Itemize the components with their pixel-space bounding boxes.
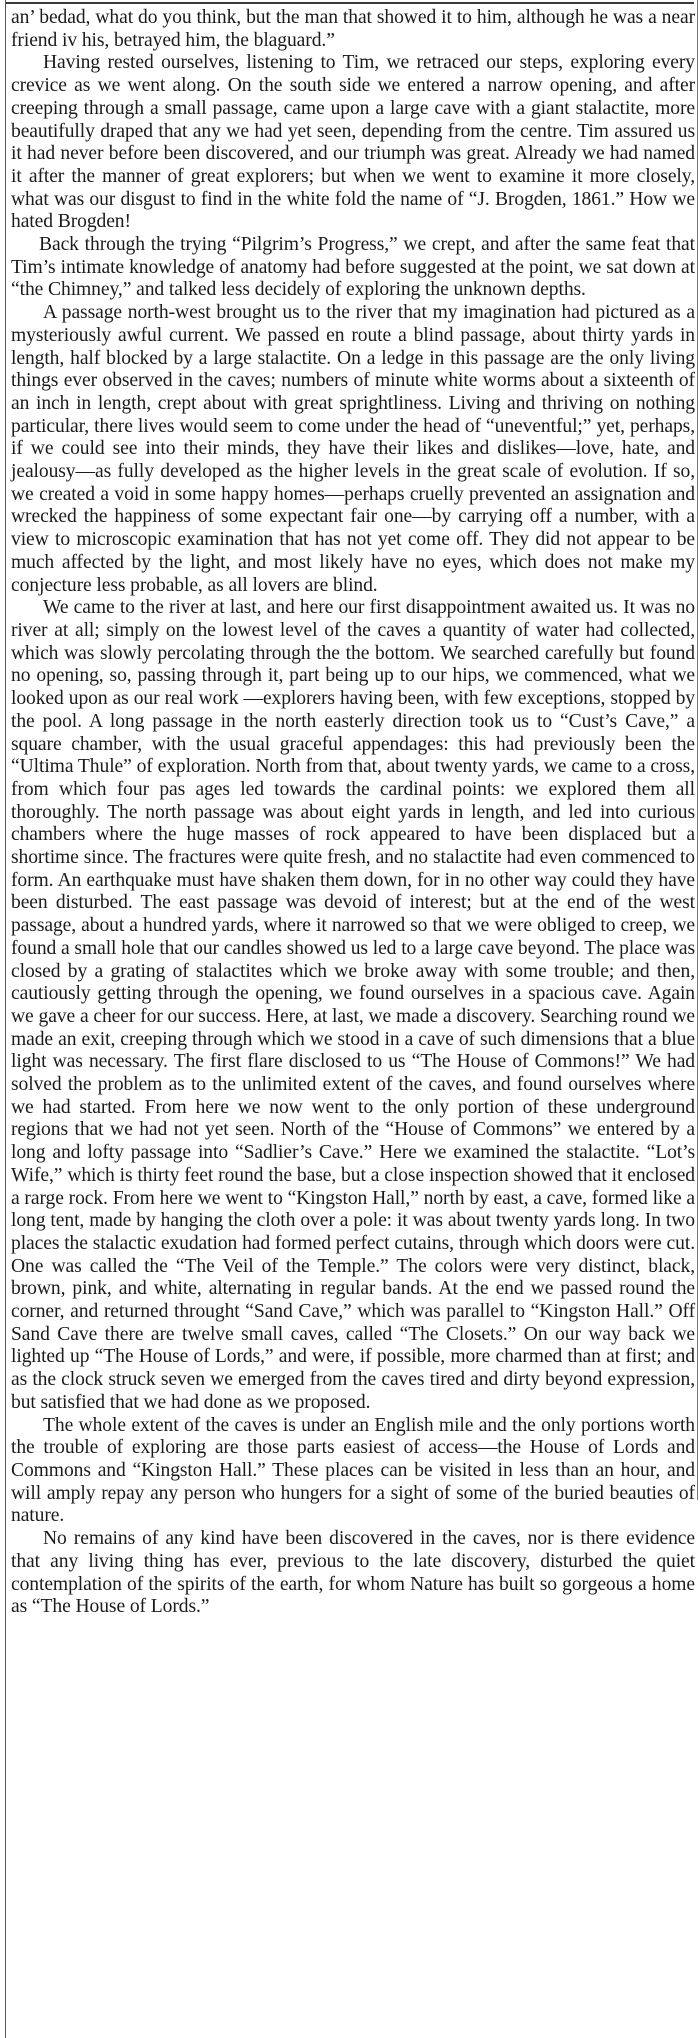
paragraph: No remains of any kind have been discovered in the caves, nor is there evidence that any living thing has ever, previous to the late discovery, disturbed the quiet contemplation of the spirits of the earth, for whom Nature has built so gorgeous a home as “The House of Lords.” [11, 1528, 695, 1618]
right-column-rule [697, 0, 698, 1500]
top-column-rule [6, 2, 694, 4]
paragraph: We came to the river at last, and here our first disappointment awaited us. It was no river at all; simply on the lowest level of the caves a quantity of water had collected, which was slowly percolating through the the bottom. We searched carefully but found no opening, so, passing through it, part being up to our hips, we commenced, what we looked upon as our real work —explorers having been, with few exceptions, stopped by the pool. A long passage in the north easterly direction took us to “Cust’s Cave,” a square chamber, with the usual graceful appendages: this had previously been the “Ultima Thule” of exploration. North from that, about twenty yards, we came to a cross, from which four pas ages led towards the cardinal points: we explored them all thoroughly. The north passage was about eight yards in length, and led into curious chambers where the huge masses of rock appeared to have been displaced but a shortime since. The fractures were quite fresh, and no stalactite had even commenced to form. An earthquake must have shaken them down, for in no other way could they have been disturbed. The east passage was devoid of interest; but at the end of the west passage, about a hundred yards, where it narrowed so that we were obliged to creep, we found a small hole that our candles showed us led to a large cave beyond. The place was closed by a grating of stalactites which we broke away with some trouble; and then, cautiously getting through the opening, we found ourselves in a spacious cave. Again we gave a cheer for our success. Here, at last, we made a discovery. Searching round we made an exit, creeping through which we stood in a cave of such dimensions that a blue light was necessary. The first flare disclosed to us “The House of Commons!” We had solved the problem as to the unlimited extent of the caves, and found ourselves where we had started. From here we now went to the only portion of these underground regions that we had not yet seen. North of the “House of Commons” we entered by a long and lofty passage into “Sadlier’s Cave.” Here we examined the stalactite. “Lot’s Wife,” which is thirty feet round the base, but a close inspection showed that it enclosed a rarge rock. From here we went to “Kingston Hall,” north by east, a cave, formed like a long tent, made by hanging the cloth over a pole: it was about twenty yards long. In two places the stalactic exudation had formed perfect cutains, through which doors were cut. One was called the “The Veil of the Temple.” The colors were very distinct, black, brown, pink, and white, alternating in regular bands. At the end we passed round the corner, and returned throught “Sand Cave,” which was parallel to “Kingston Hall.” Off Sand Cave there are twelve small caves, called “The Closets.” On our way back we lighted up “The House of Lords,” and were, if possible, more charmed than at first; and as the clock struck seven we emerged from the caves tired and dirty beyond expression, but satisfied that we had done as we proposed. [11, 597, 695, 1413]
paragraph: Having rested ourselves, listening to Tim, we retraced our steps, exploring every crevice as we went along. On the south side we entered a narrow opening, and after creeping through a small passage, came upon a large cave with a giant stalactite, more beautifully draped that any we had yet seen, depending from the centre. Tim assured us it had never before been discovered, and our triumph was great. Already we had named it after the manner of great explorers; but when we went to examine it more closely, what was our disgust to find in the white fold the name of “J. Brogden, 1861.” How we hated Brogden! [11, 52, 695, 233]
paragraph: A passage north-west brought us to the river that my imagination had pictured as a mysteriously awful current. We passed en route a blind passage, about thirty yards in length, half blocked by a large stalactite. On a ledge in this passage are the only living things ever observed in the caves; numbers of minute white worms about a sixteenth of an inch in length, crept about with great sprightliness. Living and thriving on nothing particular, there lives would seem to come under the head of “uneventful;” yet, perhaps, if we could see into their minds, they have their likes and dislikes—love, hate, and jealousy—as fully developed as the higher levels in the great scale of evolution. If so, we created a void in some happy homes—perhaps cruelly prevented an assignation and wrecked the happiness of some expectant fair one—by carrying off a number, with a view to microscopic examination that has not yet come off. They did not appear to be much affected by the light, and most likely have no eyes, which does not make my conjecture less probable, as all lovers are blind. [11, 302, 695, 596]
article-text [11, 7, 695, 1619]
paragraph: The whole extent of the caves is under an English mile and the only portions worth the trouble of exploring are those parts easiest of access—the House of Lords and Commons and “Kingston Hall.” These places can be visited in less than an hour, and will amply repay any person who hungers for a sight of some of the buried beauties of nature. [11, 1414, 695, 1527]
paragraph: Back through the trying “Pilgrim’s Progress,” we crept, and after the same feat that Tim’s intimate knowledge of anatomy had before suggested at the point, we sat down at “the Chimney,” and talked less decidely of exploring the unknown depths. [11, 234, 695, 301]
left-column-rule [5, 0, 6, 2038]
paragraph-continued: an’ bedad, what do you think, but the man that showed it to him, although he was a near friend iv his, betrayed him, the blaguard.” [11, 7, 695, 51]
